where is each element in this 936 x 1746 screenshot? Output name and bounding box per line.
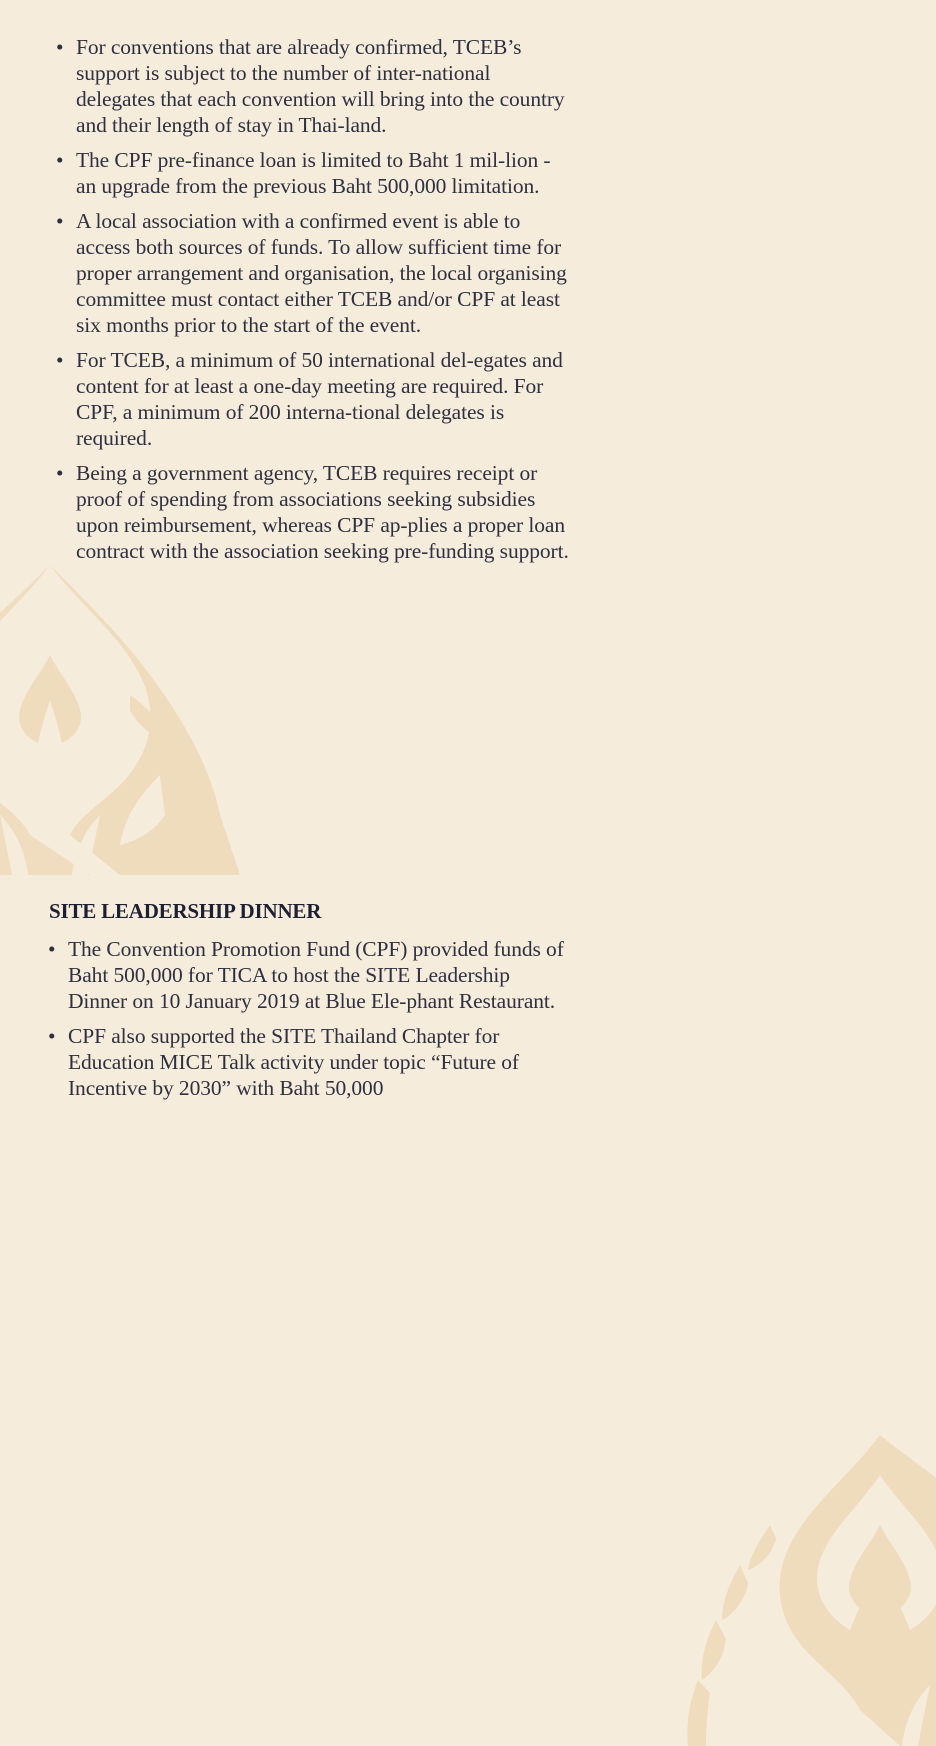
bullet-icon: • bbox=[56, 461, 64, 485]
list-item-text: Being a government agency, TCEB requires receipt or proof of spending from associations seeking subsidies upon reimbursement, whereas CPF ap-plies a proper loan contract with the association seeking pre-funding support. bbox=[76, 461, 569, 563]
thai-flame-ornament-left-icon bbox=[0, 565, 240, 875]
list-item-text: For conventions that are already confirmed, TCEB’s support is subject to the number of inter-national delegates that each convention will bring into the country and their length of stay in Thai-land. bbox=[76, 35, 565, 137]
site-leadership-list bbox=[48, 936, 568, 1110]
list-item bbox=[54, 208, 574, 338]
list-item bbox=[54, 460, 574, 564]
funding-conditions-list bbox=[54, 34, 574, 573]
bullet-icon: • bbox=[48, 937, 56, 961]
list-item-text: The Convention Promotion Fund (CPF) provided funds of Baht 500,000 for TICA to host the SITE Leadership Dinner on 10 January 2019 at Blue Ele-phant Restaurant. bbox=[68, 937, 564, 1013]
list-item bbox=[54, 347, 574, 451]
bullet-icon: • bbox=[56, 209, 64, 233]
list-item bbox=[54, 147, 574, 199]
list-item-text: A local association with a confirmed event is able to access both sources of funds. To allow sufficient time for proper arrangement and organisation, the local organising committee must contact either TCEB and/or CPF at least six months prior to the start of the event. bbox=[76, 209, 567, 337]
bullet-icon: • bbox=[48, 1024, 56, 1048]
bullet-icon: • bbox=[56, 148, 64, 172]
section-heading: SITE LEADERSHIP DINNER bbox=[49, 899, 322, 923]
list-item-text: The CPF pre-finance loan is limited to Baht 1 mil-lion - an upgrade from the previous Baht 500,000 limitation. bbox=[76, 148, 551, 198]
bullet-icon: • bbox=[56, 348, 64, 372]
list-item-text: CPF also supported the SITE Thailand Chapter for Education MICE Talk activity under topic “Future of Incentive by 2030” with Baht 50,000 bbox=[68, 1024, 519, 1100]
list-item bbox=[48, 1023, 568, 1101]
list-item bbox=[54, 34, 574, 138]
thai-flame-ornament-right-icon bbox=[680, 1435, 936, 1746]
list-item-text: For TCEB, a minimum of 50 international del-egates and content for at least a one-day meeting are required. For CPF, a minimum of 200 interna-tional delegates is required. bbox=[76, 348, 563, 450]
list-item bbox=[48, 936, 568, 1014]
bullet-icon: • bbox=[56, 35, 64, 59]
